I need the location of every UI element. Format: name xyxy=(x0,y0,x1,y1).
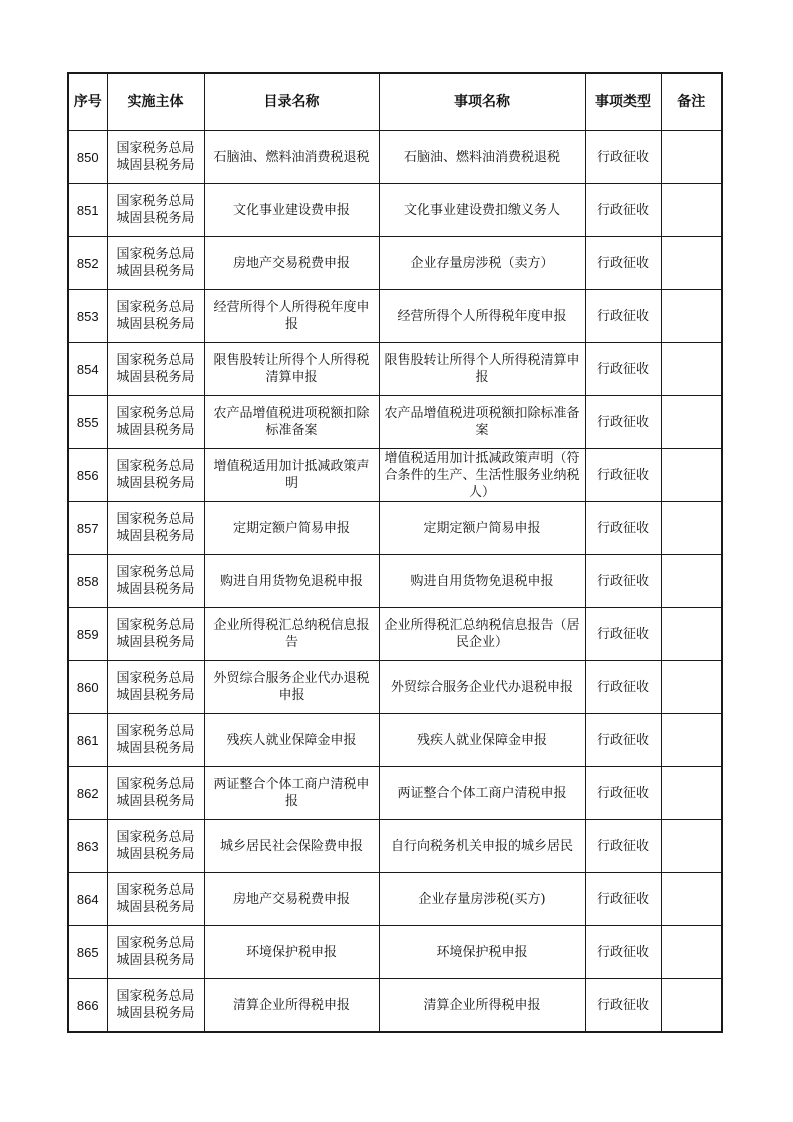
table-row xyxy=(68,237,722,290)
catalog-name-cell: 企业所得税汇总纳税信息报告 xyxy=(204,608,379,661)
table-header-row xyxy=(68,73,722,131)
table-row xyxy=(68,873,722,926)
catalog-name-cell: 石脑油、燃料油消费税退税 xyxy=(204,131,379,184)
seq-cell: 853 xyxy=(68,290,107,343)
header-subject: 实施主体 xyxy=(107,73,204,131)
seq-cell: 856 xyxy=(68,449,107,502)
item-type-cell: 行政征收 xyxy=(585,661,661,714)
item-type-cell: 行政征收 xyxy=(585,343,661,396)
item-name-cell: 购进自用货物免退税申报 xyxy=(379,555,585,608)
seq-cell: 851 xyxy=(68,184,107,237)
item-name-cell: 企业所得税汇总纳税信息报告（居民企业） xyxy=(379,608,585,661)
note-cell xyxy=(661,926,722,979)
header-note: 备注 xyxy=(661,73,722,131)
subject-cell: 国家税务总局城固县税务局 xyxy=(107,873,204,926)
item-type-cell: 行政征收 xyxy=(585,873,661,926)
seq-cell: 852 xyxy=(68,237,107,290)
note-cell xyxy=(661,184,722,237)
note-cell xyxy=(661,714,722,767)
catalog-name-cell: 房地产交易税费申报 xyxy=(204,237,379,290)
table-row xyxy=(68,396,722,449)
item-name-cell: 限售股转让所得个人所得税清算申报 xyxy=(379,343,585,396)
subject-cell: 国家税务总局城固县税务局 xyxy=(107,926,204,979)
item-name-cell: 残疾人就业保障金申报 xyxy=(379,714,585,767)
subject-cell: 国家税务总局城固县税务局 xyxy=(107,714,204,767)
item-name-cell: 两证整合个体工商户清税申报 xyxy=(379,767,585,820)
admin-matters-table xyxy=(67,72,723,1033)
table-row xyxy=(68,767,722,820)
seq-cell: 861 xyxy=(68,714,107,767)
subject-cell: 国家税务总局城固县税务局 xyxy=(107,237,204,290)
catalog-name-cell: 增值税适用加计抵减政策声明 xyxy=(204,449,379,502)
item-type-cell: 行政征收 xyxy=(585,714,661,767)
seq-cell: 862 xyxy=(68,767,107,820)
item-type-cell: 行政征收 xyxy=(585,131,661,184)
item-type-cell: 行政征收 xyxy=(585,449,661,502)
seq-cell: 859 xyxy=(68,608,107,661)
seq-cell: 855 xyxy=(68,396,107,449)
item-name-cell: 文化事业建设费扣缴义务人 xyxy=(379,184,585,237)
item-type-cell: 行政征收 xyxy=(585,608,661,661)
note-cell xyxy=(661,449,722,502)
catalog-name-cell: 环境保护税申报 xyxy=(204,926,379,979)
note-cell xyxy=(661,767,722,820)
catalog-name-cell: 定期定额户简易申报 xyxy=(204,502,379,555)
item-name-cell: 企业存量房涉税（卖方） xyxy=(379,237,585,290)
subject-cell: 国家税务总局城固县税务局 xyxy=(107,979,204,1033)
seq-cell: 858 xyxy=(68,555,107,608)
item-type-cell: 行政征收 xyxy=(585,396,661,449)
subject-cell: 国家税务总局城固县税务局 xyxy=(107,502,204,555)
seq-cell: 864 xyxy=(68,873,107,926)
subject-cell: 国家税务总局城固县税务局 xyxy=(107,661,204,714)
item-type-cell: 行政征收 xyxy=(585,767,661,820)
note-cell xyxy=(661,555,722,608)
table-row xyxy=(68,502,722,555)
item-name-cell: 农产品增值税进项税额扣除标准备案 xyxy=(379,396,585,449)
subject-cell: 国家税务总局城固县税务局 xyxy=(107,449,204,502)
item-type-cell: 行政征收 xyxy=(585,502,661,555)
item-name-cell: 石脑油、燃料油消费税退税 xyxy=(379,131,585,184)
item-type-cell: 行政征收 xyxy=(585,237,661,290)
header-item-type: 事项类型 xyxy=(585,73,661,131)
subject-cell: 国家税务总局城固县税务局 xyxy=(107,608,204,661)
item-name-cell: 自行向税务机关申报的城乡居民 xyxy=(379,820,585,873)
table-row xyxy=(68,449,722,502)
item-type-cell: 行政征收 xyxy=(585,184,661,237)
table-row xyxy=(68,555,722,608)
item-name-cell: 清算企业所得税申报 xyxy=(379,979,585,1033)
table-row xyxy=(68,820,722,873)
item-name-cell: 企业存量房涉税(买方) xyxy=(379,873,585,926)
note-cell xyxy=(661,290,722,343)
table-body xyxy=(68,131,722,1033)
catalog-name-cell: 两证整合个体工商户清税申报 xyxy=(204,767,379,820)
catalog-name-cell: 清算企业所得税申报 xyxy=(204,979,379,1033)
catalog-name-cell: 残疾人就业保障金申报 xyxy=(204,714,379,767)
subject-cell: 国家税务总局城固县税务局 xyxy=(107,184,204,237)
seq-cell: 857 xyxy=(68,502,107,555)
seq-cell: 865 xyxy=(68,926,107,979)
note-cell xyxy=(661,237,722,290)
subject-cell: 国家税务总局城固县税务局 xyxy=(107,343,204,396)
note-cell xyxy=(661,131,722,184)
subject-cell: 国家税务总局城固县税务局 xyxy=(107,767,204,820)
subject-cell: 国家税务总局城固县税务局 xyxy=(107,131,204,184)
note-cell xyxy=(661,343,722,396)
catalog-name-cell: 经营所得个人所得税年度申报 xyxy=(204,290,379,343)
item-type-cell: 行政征收 xyxy=(585,555,661,608)
seq-cell: 866 xyxy=(68,979,107,1033)
table-row xyxy=(68,343,722,396)
subject-cell: 国家税务总局城固县税务局 xyxy=(107,820,204,873)
catalog-name-cell: 限售股转让所得个人所得税清算申报 xyxy=(204,343,379,396)
subject-cell: 国家税务总局城固县税务局 xyxy=(107,396,204,449)
table-row xyxy=(68,926,722,979)
note-cell xyxy=(661,873,722,926)
note-cell xyxy=(661,820,722,873)
seq-cell: 854 xyxy=(68,343,107,396)
subject-cell: 国家税务总局城固县税务局 xyxy=(107,555,204,608)
note-cell xyxy=(661,396,722,449)
note-cell xyxy=(661,608,722,661)
table-row xyxy=(68,184,722,237)
item-name-cell: 定期定额户简易申报 xyxy=(379,502,585,555)
catalog-name-cell: 文化事业建设费申报 xyxy=(204,184,379,237)
catalog-name-cell: 外贸综合服务企业代办退税申报 xyxy=(204,661,379,714)
item-name-cell: 外贸综合服务企业代办退税申报 xyxy=(379,661,585,714)
item-type-cell: 行政征收 xyxy=(585,290,661,343)
table-row xyxy=(68,131,722,184)
catalog-name-cell: 农产品增值税进项税额扣除标准备案 xyxy=(204,396,379,449)
note-cell xyxy=(661,661,722,714)
catalog-name-cell: 房地产交易税费申报 xyxy=(204,873,379,926)
seq-cell: 860 xyxy=(68,661,107,714)
table-row xyxy=(68,608,722,661)
item-type-cell: 行政征收 xyxy=(585,979,661,1033)
header-catalog-name: 目录名称 xyxy=(204,73,379,131)
table-row xyxy=(68,979,722,1033)
table-row xyxy=(68,290,722,343)
catalog-name-cell: 购进自用货物免退税申报 xyxy=(204,555,379,608)
catalog-name-cell: 城乡居民社会保险费申报 xyxy=(204,820,379,873)
item-type-cell: 行政征收 xyxy=(585,820,661,873)
table-row xyxy=(68,661,722,714)
item-name-cell: 环境保护税申报 xyxy=(379,926,585,979)
table-row xyxy=(68,714,722,767)
seq-cell: 863 xyxy=(68,820,107,873)
seq-cell: 850 xyxy=(68,131,107,184)
item-name-cell: 增值税适用加计抵减政策声明（符合条件的生产、生活性服务业纳税人） xyxy=(379,449,585,502)
header-seq: 序号 xyxy=(68,73,107,131)
note-cell xyxy=(661,502,722,555)
header-item-name: 事项名称 xyxy=(379,73,585,131)
item-type-cell: 行政征收 xyxy=(585,926,661,979)
note-cell xyxy=(661,979,722,1033)
subject-cell: 国家税务总局城固县税务局 xyxy=(107,290,204,343)
item-name-cell: 经营所得个人所得税年度申报 xyxy=(379,290,585,343)
